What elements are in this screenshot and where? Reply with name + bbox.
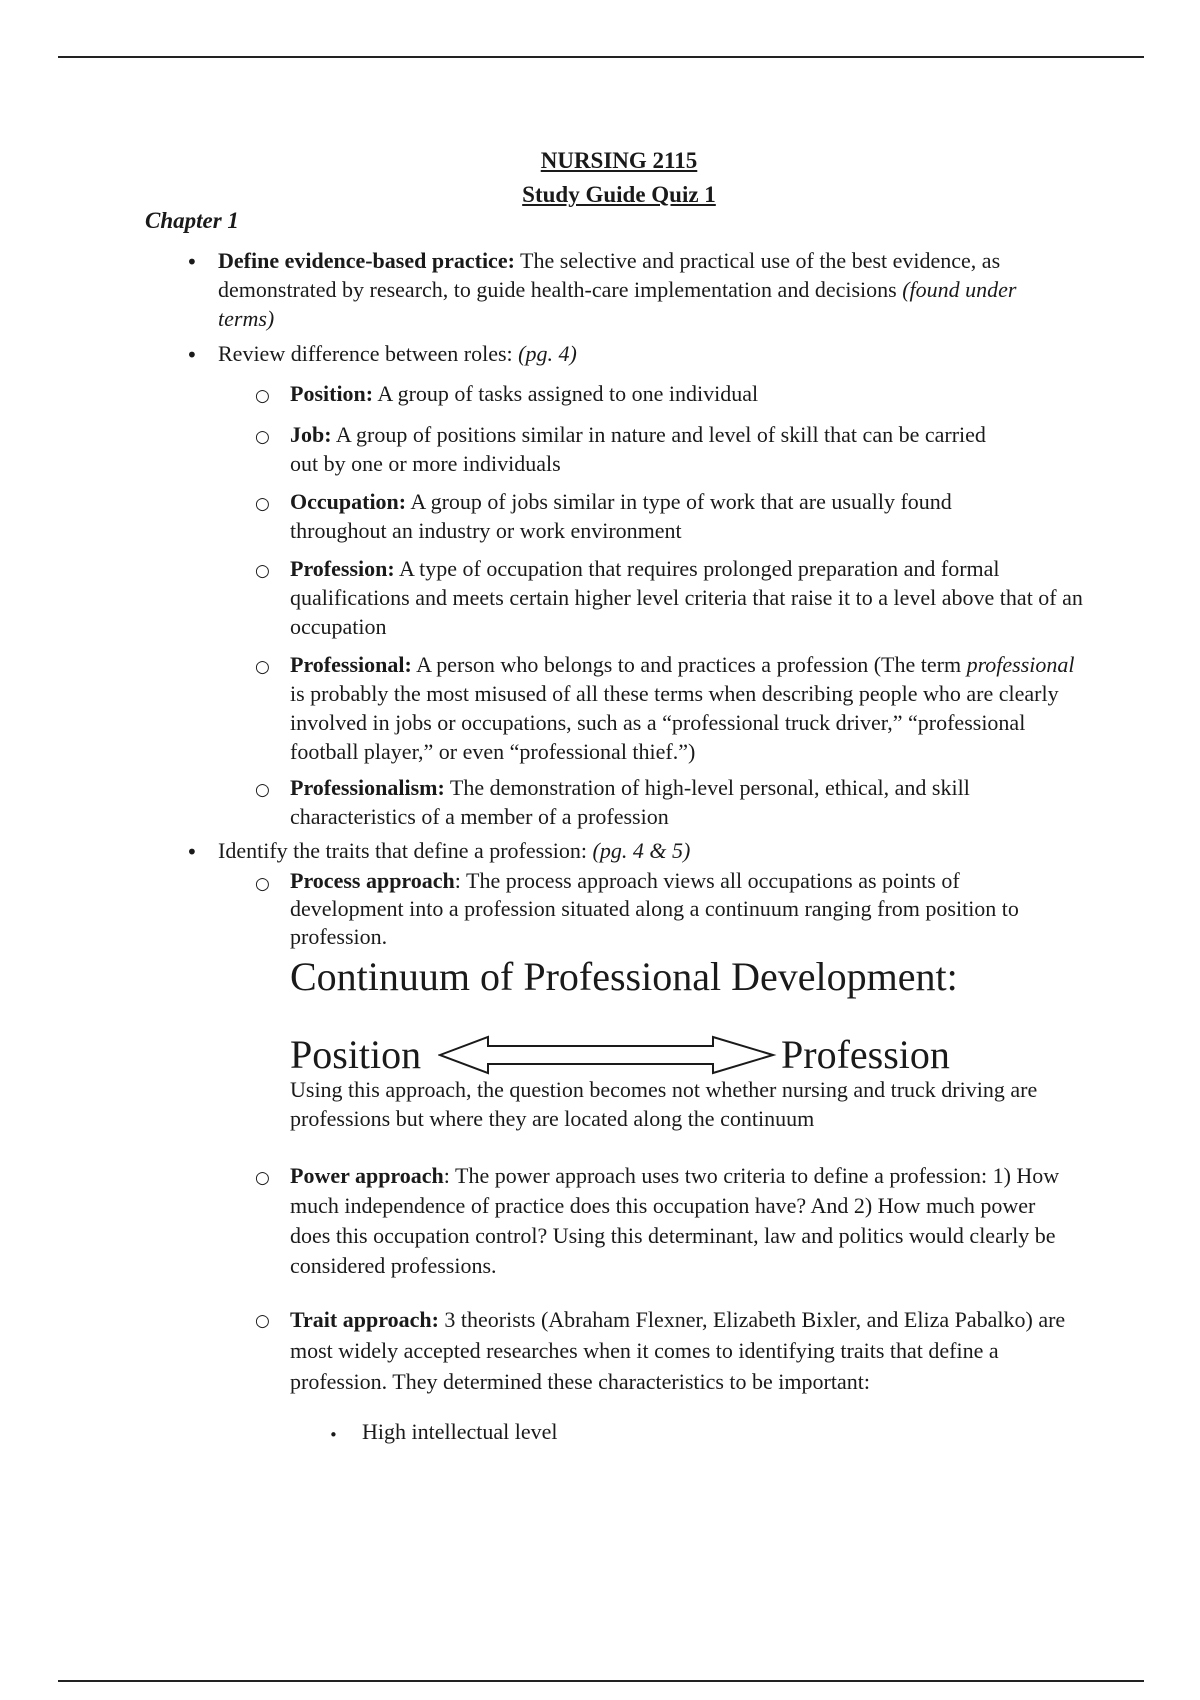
top-rule bbox=[58, 56, 1144, 58]
list-item-traits bbox=[218, 836, 1078, 865]
approach-text: 3 theorists (Abraham Flexner, Elizabeth Bixler, and Eliza Pabalko) are most widely accepted researches when it comes to identifying traits that define a profession. They determined these characteristics to be important: bbox=[290, 1307, 1066, 1394]
page-subtitle: Study Guide Quiz 1 bbox=[522, 182, 716, 207]
process-approach bbox=[290, 867, 1050, 951]
approach-term: Trait approach: bbox=[290, 1307, 439, 1332]
role-text: A group of tasks assigned to one individual bbox=[373, 381, 759, 406]
role-term: Profession: bbox=[290, 556, 395, 581]
double-arrow-icon bbox=[438, 1032, 778, 1078]
traits-ref: (pg. 4 & 5) bbox=[592, 838, 691, 863]
term-label: Define evidence-based practice: bbox=[218, 248, 515, 273]
role-text: A type of occupation that requires prolonged preparation and formal qualifications and meets certain higher level criteria that raise it to a level above that of an occupation bbox=[290, 556, 1083, 639]
circle-bullet-icon: ○ bbox=[255, 874, 270, 894]
circle-bullet-icon: ○ bbox=[255, 657, 270, 677]
chapter-heading: Chapter 1 bbox=[145, 208, 239, 233]
role-term: Professional: bbox=[290, 652, 412, 677]
circle-bullet-icon: ○ bbox=[255, 386, 270, 406]
trait-approach bbox=[290, 1304, 1080, 1397]
role-text: The demonstration of high-level personal, ethical, and skill characteristics of a member of a profession bbox=[290, 775, 970, 829]
roles-text: Review difference between roles: bbox=[218, 341, 519, 366]
list-item-ebp bbox=[218, 246, 1078, 333]
roles-ref: (pg. 4) bbox=[518, 341, 577, 366]
continuum-right-label: Profession bbox=[781, 1032, 950, 1077]
approach-text: : The process approach views all occupations as points of development into a profession situated along a continuum ranging from position to profession. bbox=[290, 868, 1019, 949]
page-title: NURSING 2115 bbox=[540, 148, 698, 173]
trait-item: High intellectual level bbox=[362, 1419, 558, 1444]
process-note: Using this approach, the question becomes not whether nursing and truck driving are professions but where they are located along the continuum bbox=[290, 1077, 1038, 1131]
circle-bullet-icon: ○ bbox=[255, 1311, 270, 1331]
bottom-rule bbox=[58, 1680, 1144, 1682]
bullet-icon: • bbox=[186, 343, 198, 367]
role-profession bbox=[290, 554, 1090, 641]
list-item-roles bbox=[218, 339, 1078, 368]
approach-text: : The power approach uses two criteria to define a profession: 1) How much independence of practice does this occupation have? And 2) How much power does this occupation control? Using this determinant, law and politics would clearly be considered professions. bbox=[290, 1163, 1060, 1278]
role-text: A group of positions similar in nature and level of skill that can be carried out by one or more individuals bbox=[290, 422, 986, 476]
traits-text: Identify the traits that define a profession: bbox=[218, 838, 593, 863]
role-text: A group of jobs similar in type of work that are usually found throughout an industry or work environment bbox=[290, 489, 952, 543]
approach-term: Process approach bbox=[290, 868, 455, 893]
term-note: (found under terms) bbox=[218, 277, 1017, 331]
role-position bbox=[290, 379, 1090, 408]
power-approach bbox=[290, 1161, 1080, 1281]
continuum-left-label: Position bbox=[290, 1032, 422, 1077]
circle-bullet-icon: ○ bbox=[255, 780, 270, 800]
circle-bullet-icon: ○ bbox=[255, 1168, 270, 1188]
circle-bullet-icon: ○ bbox=[255, 561, 270, 581]
bullet-icon: • bbox=[186, 250, 198, 274]
role-term: Position: bbox=[290, 381, 374, 406]
role-job bbox=[290, 420, 1010, 478]
approach-term: Power approach bbox=[290, 1163, 444, 1188]
role-text-b: is probably the most misused of all these terms when describing people who are clearly involved in jobs or occupations, such as a “professional truck driver,” “professional football player,” or even “professional thief.”) bbox=[290, 681, 1059, 764]
term-text: The selective and practical use of the best evidence, as demonstrated by research, to guide health-care implementation and decisions bbox=[218, 248, 1001, 302]
role-italic: professional bbox=[966, 652, 1075, 677]
role-professional bbox=[290, 650, 1090, 766]
role-term: Professionalism: bbox=[290, 775, 445, 800]
role-term: Occupation: bbox=[290, 489, 407, 514]
role-occupation bbox=[290, 487, 990, 545]
role-text: A person who belongs to and practices a profession (The term bbox=[411, 652, 967, 677]
role-professionalism bbox=[290, 773, 1010, 831]
role-term: Job: bbox=[290, 422, 332, 447]
square-bullet-icon: • bbox=[329, 1426, 338, 1444]
circle-bullet-icon: ○ bbox=[255, 494, 270, 514]
bullet-icon: • bbox=[186, 840, 198, 864]
continuum-title: Continuum of Professional Development: bbox=[290, 954, 958, 999]
circle-bullet-icon: ○ bbox=[255, 427, 270, 447]
